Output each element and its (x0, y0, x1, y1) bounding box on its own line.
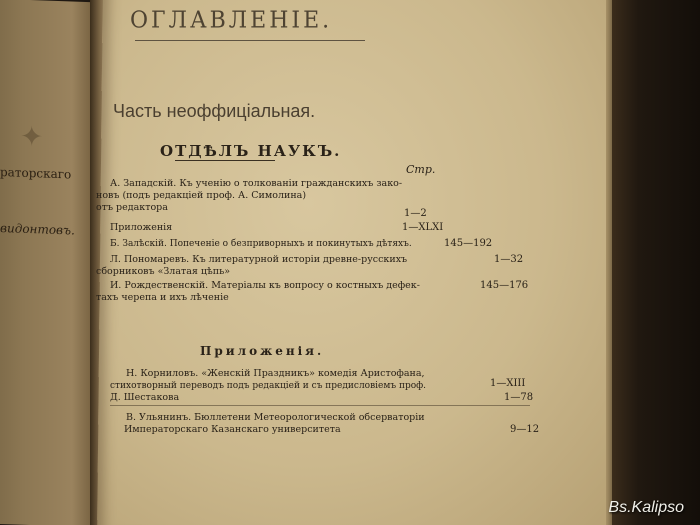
appendix-2-pages: 9—12 (510, 424, 540, 435)
contents-title: ОГЛАВЛЕНІЕ. (130, 7, 333, 34)
appendix-1-pages-b: 1—78 (504, 392, 534, 403)
left-page-fragment-1: раторскаго (0, 164, 72, 182)
part-heading: Часть неоффиціальная. (113, 101, 316, 121)
entry-5-pages: 145—176 (480, 280, 529, 291)
entry-2-pages: 1—XLXI (402, 222, 444, 233)
appendix-1-pages-a: 1—XIII (490, 378, 526, 389)
right-shadow (612, 0, 700, 525)
left-page-faded-mark: ✦ (20, 119, 44, 154)
entry-4-line-2: сборниковъ «Златая цѣпь» (96, 266, 231, 277)
appendix-1-line-1: Н. Корниловъ. «Женскій Праздникъ» комедія Аристофана, (126, 368, 425, 379)
entry-1-pages: 1—2 (404, 208, 427, 219)
watermark: Bs.Kalipso (608, 499, 684, 516)
entry-2-line-1: Приложенія (110, 222, 173, 233)
entry-4-line-1: Л. Пономаревъ. Къ литературной исторіи древне-русскихъ (110, 254, 408, 265)
entry-5-line-2: тахъ черепа и ихъ лѣченіе (96, 292, 229, 303)
entry-1-line-2: новъ (подъ редакціей проф. А. Симолина) (96, 190, 307, 201)
contents-title-rule (135, 40, 365, 41)
appendix-2-line-1: В. Ульянинъ. Бюллетени Метеорологической обсерваторіи (126, 412, 425, 423)
section-heading: ОТДѢЛЪ НАУКЪ. (160, 142, 342, 160)
entry-5-line-1: И. Рождественскій. Матеріалы къ вопросу о костныхъ дефек- (110, 280, 420, 291)
left-page-fragment-2: видонтовъ. (0, 220, 75, 238)
entry-1-line-1: А. Западскій. Къ ученію о толкованіи гражданскихъ зако- (110, 178, 403, 189)
appendix-separator-rule (110, 405, 530, 406)
entry-3-pages: 145—192 (444, 238, 493, 249)
appendix-2-line-2: Императорскаго Казанскаго университета (124, 424, 341, 435)
entry-1-line-3: отъ редактора (96, 202, 168, 213)
entry-3-line-1: Б. Залѣскій. Попеченіе о безприворныхъ и покинутыхъ дѣтяхъ. (110, 239, 412, 249)
section-underline (175, 160, 275, 161)
left-page (0, 0, 100, 525)
appendix-heading: Приложенія. (200, 344, 325, 358)
entry-4-pages: 1—32 (494, 254, 524, 265)
page-column-label: Стр. (406, 163, 436, 176)
appendix-1-line-3: Д. Шестакова (110, 392, 180, 403)
appendix-1-line-2: стихотворный переводъ подъ редакціей и съ предисловіемъ проф. (110, 381, 427, 391)
